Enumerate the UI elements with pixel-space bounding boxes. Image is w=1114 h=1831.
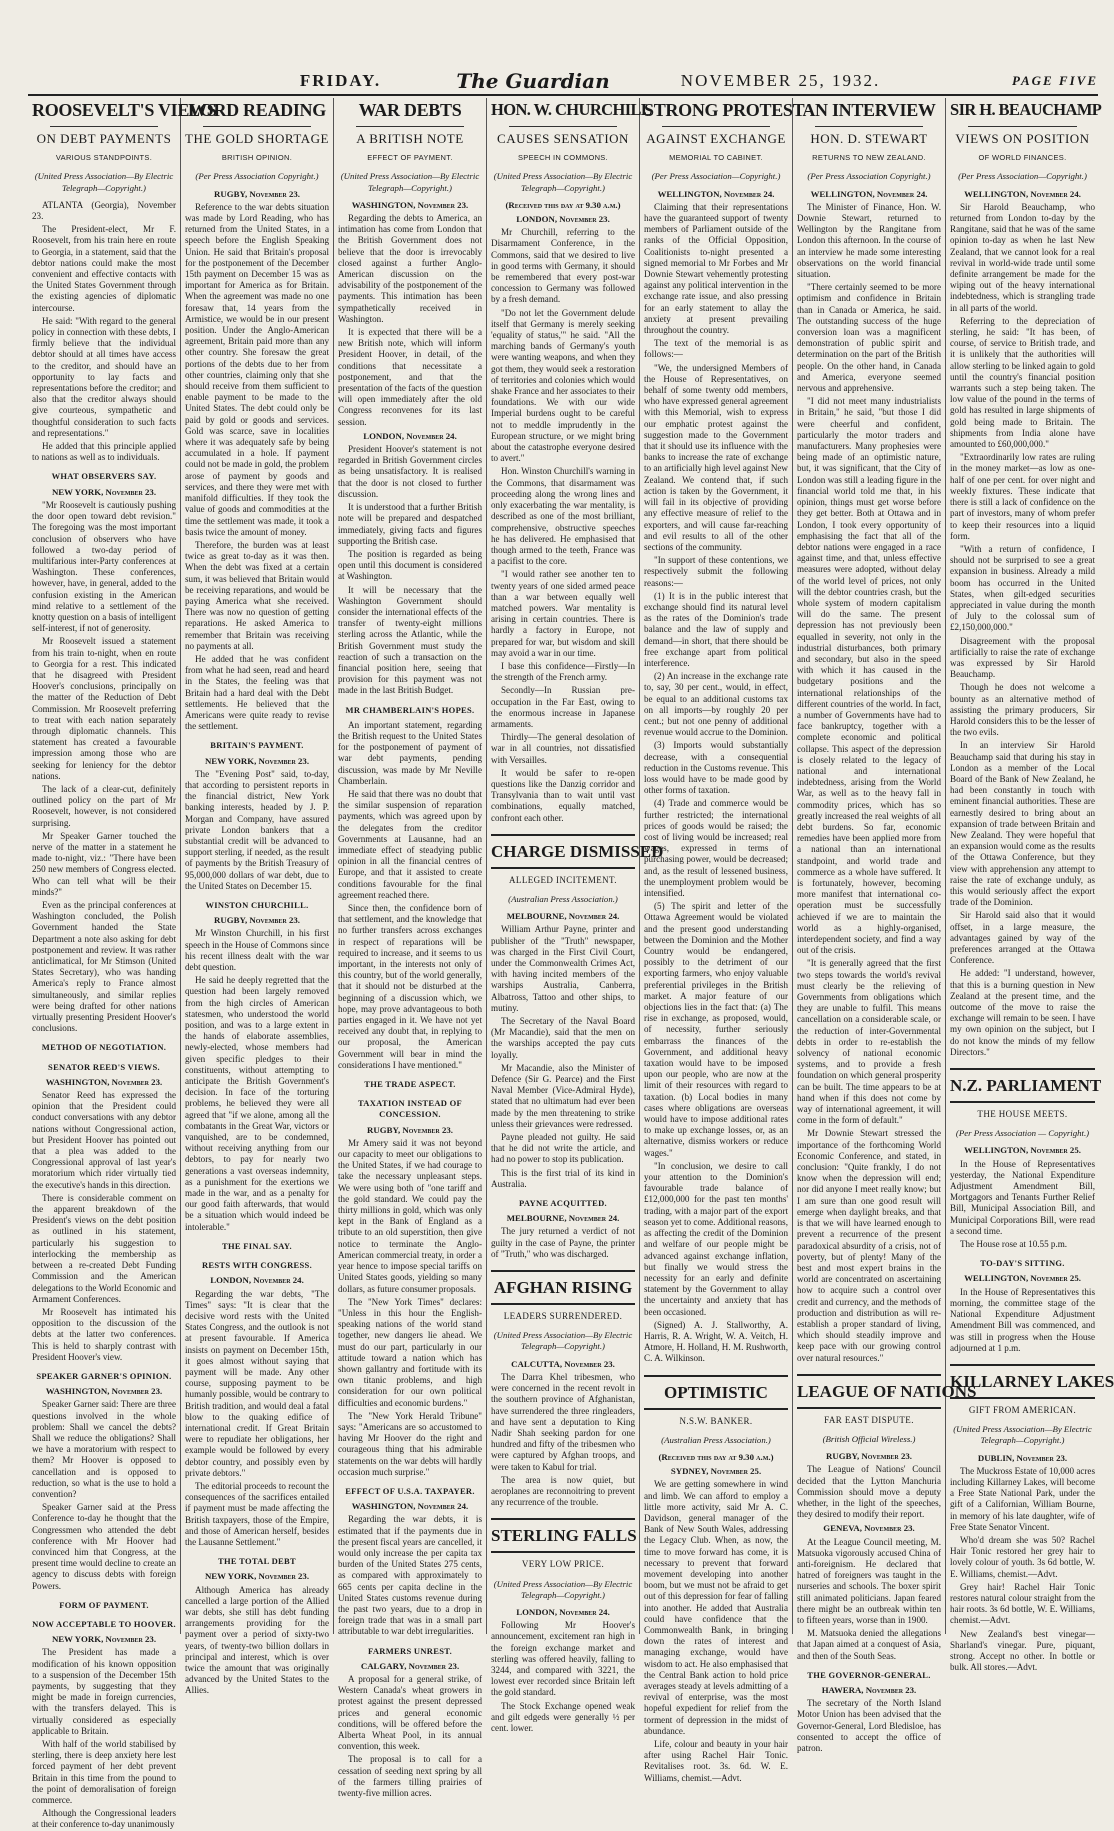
paragraph: The League of Nations' Council decided that the Lytton Manchuria Commission should move a deputy whether, in the light of the speeches, they desired to modify their report. [797,1464,941,1520]
column-subhead: CAUSES SENSATION [497,131,629,146]
paragraph: Even as the principal conferences at Washington concluded, the Polish Government handed the State Department a note also asking for debt postponement and review. It was rather anticlimatical, for Mr Stimson (United States Secretary), who was handing America's reply to France almost simultaneously, and similar replies were being drafted for other nations virtually presenting President Hoover's conclusions. [32,900,176,1034]
paragraph: The Stock Exchange opened weak and gilt edgeds were generally ½ per cent. lower. [491,1700,635,1733]
paragraph: "It is generally agreed that the first two steps towards the world's revival must clearly be the relieving of Governments from obligations which they are unable to fulfil. This means cancellation on a considerable scale, or the reduction of inter-Governmental debts in order to re-establish the solvency of national economic systems, and to provide a fresh foundation on which general prosperity can be built. The time appears to be at hand when if this does not come by way of international agreement, it will come in the form of default." [797,958,941,1126]
paragraph: Following Mr Hoover's announcement, excitement ran high in the foreign exchange market and sterling was offered heavily, falling to 3244, and compared with 3221, the lowest ever recorded since Britain left the gold standard. [491,1620,635,1698]
rule [662,126,770,127]
paragraph: William Arthur Payne, printer and publisher of the "Truth" newspaper, was charged in the First Civil Court, under the Commonwealth Crimes Act, with having incited members of the warships Australia, Canberra, Albatross, Tattoo and other ships, to mutiny. [491,924,635,1013]
paragraph: Mr Amery said it was not beyond our capacity to meet our obligations to the United States, if we had courage to take the necessary unpleasant steps. We were using both of "one tariff and the gold standard. We could pay the thirty millions in gold, which was only kept in the Bank of England as a tribute to an old superstition, then give notice to terminate the Anglo-American commercial treaty, in order a year hence to impose special tariffs on United States goods, yielding so many dollars, as future consumer proposals. [338,1137,482,1294]
dateline: GENEVA, November 23. [823,1523,915,1534]
column-lord-reading [181,98,334,1696]
paragraph: Sir Harold said also that it would offset, in a large measure, the advantages gained by way of the preferences arranged at the Ottawa Conference. [950,910,1095,966]
story-headline: KILLARNEY LAKES [950,1364,1095,1399]
paragraph: Mr Churchill, referring to the Disarmament Conference, in the Commons, said that we desired to live in good terms with Germany, it should be remembered that every post-war concession to Germany was followed by a fresh demand. [491,227,635,305]
paragraph: Since then, the confidence born of that settlement, and the knowledge that no further transfers across exchanges in respect of reparations will be required to increase, and it seems to us important, in the interests not only of this country, but of the world generally, that it should not be disturbed at the beginning of a discussion which, we hope, may prove advantageous to both parties engaged in it. We have not yet received any doubt that, in replying to our proposal, the American Government will bear in mind the considerations I have mentioned." [338,903,482,1070]
paragraph: Speaker Garner said: There are three questions involved in the whole problem: Shall we cancel the debts? Shall we reduce the obligations? Shall we have a moratorium with respect to them? Mr Hoover is opposed to cancellation and is opposed to reduction, so what is the use to hold a convention? [32,1399,176,1499]
column-headline: WAR DEBTS [358,100,462,120]
column-subhead: A BRITISH NOTE [356,131,464,146]
column-sir-h-beauchamp [946,98,1114,1673]
wire-credit: (Per Press Association — Copyright.) [955,1128,1090,1139]
dateline: LONDON, November 24. [363,430,457,441]
paragraph: The Muckross Estate of 10,000 acres including Killarney Lakes, will become a Free State National Park, under the gift of a Californian, William Bourne, in memory of his late daughter, wife of Free State Senator Vincent. [950,1465,1095,1532]
column-churchill [487,98,664,1733]
dateline: CALGARY, November 23. [360,1660,460,1671]
story-subhead: N.S.W. BANKER. [679,1415,753,1426]
paragraph: I base this confidence—Firstly—In the strength of the French army. [491,660,635,683]
paragraph: (1) It is in the public interest that exchange should find its natural level as the rates of the Dominion's trade balance and the law of supply and demand—in short, that there should be free exchange apart from political interference. [644,590,788,668]
paragraph: The "Evening Post" said, to-day, that according to persistent reports in the financial district, New York banking interests, headed by J. P. Morgan and Company, have assured private London bankers that a substantial credit will be advanced to support sterling, if needed, as the result of payments by the British Treasury of 95,000,000 dollars of war debt, due to the United States on December 15. [185,768,329,891]
paragraph: In the House of Representatives yesterday, the National Expenditure Adjustment Amendment Bill, Mortgagors and Tenants Further Relief Bill, Municipal Association Bill, and Municipal Corporations Bill, were read a second time. [950,1158,1095,1236]
paragraph: Although America has already cancelled a large portion of the Allied war debts, she still has debt funding arrangements providing for the payment over a period of sixty-two years, of twenty-two billion dollars in principal and interest, which is over twice the amount that was originally advanced by the United States to the Allies. [185,1584,329,1696]
paragraph: Claiming that their representations have the guaranteed support of twenty members of Parliament outside of the ranks of the Official Opposition, Coalitionists to-night presented a signed memorial to Mr Forbes and Mr Downie Stewart vehemently protesting against any political intervention in the exchange rate issue, and also pressing for an early statement to allay the anxiety at present prevailing throughout the country. [644,201,788,336]
paragraph: A proposal for a general strike, of Western Canada's wheat growers in protest against the present depressed prices and general economic conditions, will be offered before the Alberta Wheat Pool, in its annual convention, this week. [338,1674,482,1752]
column-roosevelts-views [28,98,217,1830]
column-subhead: AGAINST EXCHANGE [646,131,786,146]
paragraph: "We, the undersigned Members of the House of Representatives, on behalf of some twenty odd members, who have expressed general agreement with this Memorial, wish to express our emphatic protest against the suggestion made to the Government that it should use its influence with the banks to increase the rate of exchange to an artificially high level against New Zealand. We contend that, if such action is taken by the Government, it will fail in its objective of providing any effective measure of relief to the exporters, and will cause far-reaching and evil results to all of the other sections of the community. [644,362,788,552]
paragraph: Reference to the war debts situation was made by Lord Reading, who has returned from the United States, in a speech before the English Speaking Union. He said that Britain's proposal for the postponement of the December 15th payment on December 15 was as important for America as for Britain. When the agreement was made no one foresaw that, 14 years from the Armistice, we would be in our present position. Under the Anglo-American agreement, Britain paid more than any other country. She foresaw the great portions of the debts due to her from other countries, claiming only that she should receive from them sufficient to enable payment to be made to the United States. The debt could only be paid by gold or goods and services. Gold was scarce, save in localities where it was adequately safe by being accumulated in a hole. If payment could not be made in gold, the problem arose of payment by goods and services, and there they were met with manifold difficulties. If they took the value of goods and commodities at the time the settlement was made, it took a basis twice the amount of money. [185,201,329,537]
received-note: (Received this day at 9.30 a.m.) [658,1451,774,1462]
column-subhead: ON DEBT PAYMENTS [36,131,172,146]
paragraph: The President has made a modification of his known opposition to a suspension of the December 15th payments, by suggesting that they might be made in foreign currencies, with the transfers delayed. This is virtually considered as especially applicable to Britain. [32,1647,176,1736]
dateline: NEW YORK, November 23. [51,486,157,497]
masthead-day: FRIDAY. [299,71,382,90]
dateline: RUGBY, November 23. [826,1451,912,1462]
wire-credit: (Per Press Association—Copyright.) [958,171,1087,182]
paragraph: This is the first trial of its kind in Australia. [491,1167,635,1189]
story-headline: LEAGUE OF NATIONS [797,1374,941,1409]
masthead [28,68,1098,96]
dateline: MELBOURNE, November 24. [506,911,620,922]
paragraph: (5) The spirit and letter of the Ottawa Agreement would be violated and the present good understanding between the Dominion and the Mother Country would be endangered, possibly to the detriment of our exporting farmers, who enjoy valuable preferential privileges in the British market. A major feature of our objections lies in the fact that: (a) The rise in exchange, as proposed, would, of necessity, further seriously embarrass the finances of the Government, and additional heavy taxation would have to be imposed upon our people, who are now at the limit of their resources with regard to taxation. (b) Local bodies in many cases where obligations are overseas would have to impose additional rates to make up exchange losses, or, as an alternative, dismiss workers or reduce wages." [644,901,788,1158]
paragraph: Speaker Garner said at the Press Conference to-day he thought that the Congressmen who attended the debt conference with Mr Hoover had convinced him that Congress, at the present time would decline to create an agency to discuss debts with foreign Powers. [32,1502,176,1591]
paragraph: "I would rather see another ten to twenty years of one sided armed peace than a war between equally well matched powers. War mentality is arising in certain countries. There is hardly a factory in Europe, not prepared for war, but wisdom and skill may avoid a war in our time. [491,569,635,658]
rule [815,126,923,127]
paragraph: (3) Imports would substantially decrease, with a consequential reduction in the Customs revenue. This loss would have to be made good by other forms of taxation. [644,740,788,796]
paragraph: With half of the world stabilised by sterling, there is deep anxiety here lest forced payment of her debt prevent Britain in this time from the pound to the point of demoralisation of foreign commerce. [32,1739,176,1806]
column-headline: AN INTERVIEW [802,100,936,120]
paragraph: Regarding the war debts, it is estimated that if the payments due in the present fiscal years are cancelled, it would only increase the per capita tax burden of the United States 275 cents, as compared with approximately to 665 cents per capita decline in the United States customs revenue during the past two years, due to a drop in foreign trade that was in a small part attributable to war debt irregularities. [338,1514,482,1637]
dateline: LONDON, November 24. [516,1606,610,1617]
column-subhead: VIEWS ON POSITION [955,131,1090,146]
column-kicker: VARIOUS STANDPOINTS. [55,153,153,163]
paragraph: The position is regarded as being open until this document is considered at Washington. [338,548,482,582]
paragraph: Hon. Winston Churchill's warning in the Commons, that disarmament was proceeding along the wrong lines and only exacerbating the war mentality, is described as one of the most brilliant, comprehensive, obstructive speeches he has delivered. He emphasised that though armed to the teeth, France was a pacifist to the core. [491,466,635,567]
rule [203,126,311,127]
story-subhead: LEADERS SURRENDERED. [503,1311,623,1322]
dateline: WASHINGTON, November 23. [351,199,469,210]
paragraph: "Do not let the Government delude itself that Germany is merely seeking 'equality of status,'" he said. "All the marching bands of Germany's youth were wanting weapons, and when they got them, they would seek a restoration of territories and colonies which would shake France and her associates to their foundations. We with our wide Imperial burdens ought to be careful not to meddle imprudently in the European structure, or we might bring about the catastrophe everyone desired to avert." [491,307,635,464]
paragraph: "There certainly seemed to be more optimism and confidence in Britain than in Canada or America, he said. The outstanding success of the huge conversion loan was a magnificent demonstration of public spirit and determination on the part of the British people. On the other hand, in Canada and America, everyone seemed nervous and apprehensive. [797,282,941,394]
newspaper-columns [28,98,1114,1830]
column-kicker: MEMORIAL TO CABINET. [669,153,763,163]
paragraph: The jury returned a verdict of not guilty in the case of Payne, the printer of "Truth," who was discharged. [491,1226,635,1259]
advertisement: Who'd dream she was 50? Rachel Hair Tonic restored her grey hair to lovely colour of youth. 3s 6d bottle, W. E. Williams, chemist.—Advt. [950,1534,1095,1579]
paragraph: Although the Congressional leaders at their conference to-day unanimously [32,1808,176,1830]
section-subhead: MR CHAMBERLAIN'S HOPES. [345,704,475,715]
paragraph: He said: "With regard to the general policy in connection with these debts, I firmly believe that the individual debtor should at all times have access to the creditor, and should have an opportunity to lay facts and representations before the creditor; and also that the creditor always should give courteous, sympathetic and thoughtful consideration to such facts and representations." [32,315,176,438]
section-subhead: TAXATION INSTEAD OF CONCESSION. [357,1098,463,1120]
paragraph: The Minister of Finance, Hon. W. Downie Stewart, returned to Wellington by the Rangitane from London this afternoon. In the course of an interview he made some interesting observations on the world financial situation. [797,201,941,280]
dateline: RUGBY, November 23. [214,915,300,926]
paragraph: The Secretary of the Naval Board (Mr Macandie), said that the men on the warships accepted the pay cuts loyally. [491,1016,635,1060]
paragraph: It is understood that a further British note will be prepared and despatched immediately, giving facts and figures supporting the British case. [338,502,482,546]
paragraph: The House rose at 10.55 p.m. [960,1239,1068,1250]
paragraph: "With a return of confidence, I should not be surprised to see a great expansion in business. Already a mild boom has occurred in the United States, when gilt-edged securities appreciated in value during the month of July to the colossal sum of £2,150,000,000." [950,543,1095,633]
paragraph: The lack of a clear-cut, definitely outlined policy on the part of Mr Roosevelt, however, is not considered surprising. [32,783,176,828]
dateline: NEW YORK, November 23. [204,1571,310,1582]
paragraph: It would be safer to re-open questions like the Danzig corridor and Transylvania than to wait until vast combinations, equally matched, confront each other. [491,767,635,823]
paragraph: There is considerable comment on the apparent breakdown of the President's views on the debt position as outlined in his statement, particularly his suggestion to interlocking the membership as between a re-created Debt Funding Commission and the American delegations to the World Economic and Armament Conferences. [32,1192,176,1304]
dateline: WASHINGTON, November 23. [45,1386,163,1397]
dateline: WELLINGTON, November 24. [657,188,775,199]
dateline: DUBLIN, November 23. [977,1452,1068,1463]
paragraph: Regarding the debts to America, an intimation has come from London that the British Government does not believe that the door is irrevocably closed against a further Anglo-American discussion on the advisability of the postponement of the payments. This intimation has been sympathetically received in Washington. [338,213,482,324]
dateline: LONDON, November 24. [210,1275,304,1286]
paragraph: "In support of these contentions, we respectively submit the following reasons:— [644,555,788,588]
story-headline: N.Z. PARLIAMENT [950,1068,1095,1103]
masthead-page-number: PAGE FIVE [1011,73,1098,88]
left-margin-fragments [0,0,26,1642]
paragraph: Sir Harold Beauchamp, who returned from London to-day by the Rangitane, said that he was of the same opinion to-day as when he last New Zealand, that we cannot look for a real revival in world-wide trade until some definite arrangement be made for the wiping out of the heavy international indebtedness, which is strangling trade in all parts of the world. [950,201,1095,313]
paragraph: At the League Council meeting, M. Matsuoka vigorously accused China of anti-foreignism. He declared that hatred of foreigners was taught in the nurseries and schools. The boxer spirit still animated politicians. Japan feared there might be an outbreak within ten to fifteen years, worse than in 1900. [797,1536,941,1625]
dateline: RUGBY, November 23. [367,1124,453,1135]
story-headline: STERLING FALLS [491,1518,635,1553]
paragraph: Senator Reed has expressed the opinion that the President could conduct conversations with any debtor nations without Congressional action, but President Hoover has pointed out that a plea was added to the Congressional approval of last year's moratorium which rider virtually tied the executive's hands in this direction. [32,1090,176,1190]
paragraph: It will be necessary that the Washington Government should consider the international effects of the transfer of twenty-eight millions sterling across the Atlantic, while the British Government must study the reaction of such a transaction on the financial position here, seeing that provision for this payment was not made in the last British Budget. [338,584,482,696]
section-subhead: WHAT OBSERVERS SAY. [51,471,157,482]
paragraph: It is expected that there will be a new British note, which will inform President Hoover, in detail, of the conditions that necessitate a postponement, and that the presentation of the facts of the question will open immediately after the old Congress reconvenes for its last session. [338,327,482,427]
dateline: LONDON, November 23. [516,214,610,225]
paragraph: M. Matsuoka denied the allegations that Japan aimed at a conquest of Asia, and then of the South Seas. [797,1628,941,1661]
advertisement: Life, colour and beauty in your hair after using Rachel Hair Tonic. Revitalises root. 3s. 6d. W. E. Williams, chemist.—Advt. [644,1739,788,1783]
section-subhead: SPEAKER GARNER'S OPINION. [36,1370,172,1381]
section-subhead: RESTS WITH CONGRESS. [201,1260,312,1271]
paragraph: "Mr Roosevelt is cautiously pushing the door open toward debt revision." The foregoing was the most important conclusion of observers who have followed a two-day period of multifarious inter-Party conferences at Washington. These conferences, however, have, in general, added to the confusion existing in the American mind relative to a settlement of the knotty question on a basis of intelligent self-interest, if not of generosity. [32,499,176,634]
paragraph: The "New York Herald Tribune" says: "Americans are so accustomed to having Mr Hoover do the right and courageous thing that his admirable statements on the war debts will hardly occasion much surprise." [338,1410,482,1477]
column-headline: LORD READING [188,100,326,120]
dateline: WELLINGTON, November 25. [964,1145,1081,1156]
paragraph: The text of the memorial is as follows:— [644,338,788,360]
wire-credit: (Australian Press Association.) [508,893,618,904]
section-subhead: FARMERS UNREST. [368,1645,452,1656]
dateline: SYDNEY, November 25. [670,1466,762,1477]
dateline: WELLINGTON, November 25. [964,1273,1081,1284]
column-headline: ROOSEVELT'S VIEWS [32,100,217,120]
story-headline: CHARGE DISMISSED [491,834,635,869]
dateline: CALCUTTA, November 23. [511,1358,615,1369]
paragraph: We are getting somewhere in wind and limb. We can afford to employ a little more activity, said Mr A. C. Davidson, general manager of the Bank of New South Wales, addressing the Legacy Club. When, as now, the time to move forward has come, it is necessary to prevent that forward movement developing into another boom, but we must not be afraid to get out of this depression for fear of falling into another. He added that Australia could have confidence that the Commonwealth Bank, in bringing down the rates of interest and managing exchange, would have wisdom to act. He also emphasised that the Central Bank action to hold price averages steady at levels admitting of a revival of enterprise, was the most hopeful expedient for relief from the torment of depression in the midst of abundance. [644,1479,788,1736]
rule [509,126,617,127]
paragraph: "In conclusion, we desire to call your attention to the Dominion's favourable trade balance of £12,000,000 for the past ten months' trading, with a major part of the export season yet to come. Additional reasons, as affecting the credit of the Dominion and welfare of our people might be advanced against exchange inflation, but finally we would stress the necessity for an early and definite statement by the Government to allay the uncertainty and anxiety that has been occasioned. [644,1160,788,1317]
paragraph: The secretary of the North Island Motor Union has been advised that the Governor-General, Lord Bledisloe, has consented to accept the office of patron. [797,1698,941,1754]
paragraph: Referring to the depreciation of sterling, he said: "It has been, of course, of service to British trade, and it is unlikely that the authorities will allow sterling to be linked again to gold until the country's financial position warrants such a step being taken. The low value of the pound in the terms of gold has resulted in large shipments of gold being made to Britain. The shipments from India alone have amounted to £60,000,000." [950,315,1095,450]
dateline: RUGBY, November 23. [214,188,300,199]
column-an-interview [793,98,977,1754]
wire-credit: (United Press Association—By Electric Telegraph—Copyright.) [34,171,174,193]
paragraph: Regarding the war debts, "The Times" says: "It is clear that the decisive word rests with the United States Congress, and the outlook is not at present favourable. If America insists on payment on December 15th, it goes almost without saying that payment will be made. Any other course, supposing payment to be humanly possible, would be contrary to British tradition, and would deal a fatal blow to the quaking edifice of international credit. If Great Britain were to repudiate her obligations, her example would be followed by every debtor country, and possibly even by private debtors." [185,1288,329,1478]
wire-credit: (United Press Association—By Electric Telegraph—Copyright.) [493,171,633,193]
column-headline: HON. W. CHURCHILL [491,100,652,119]
paragraph: The Darra Khel tribesmen, who were concerned in the recent revolt in the southern province of Afghanistan, have surrendered the three ringleaders, and have sent a deputation to King Nadir Shah seeking pardon for one hundred and fifty of the tribesmen who were captured by Afghan troops, and were taken to Kabul for trial. [491,1371,635,1472]
paragraph: "Extraordinarily low rates are ruling in the money market—as low as one-half of one per cent. for over night and weekly fixtures. These indicate that there is still a lack of confidence on the part of investors, many of whom prefer to keep their resources into a liquid form. [950,452,1095,541]
section-subhead: PAYNE ACQUITTED. [519,1198,607,1209]
column-war-debts [334,98,487,1799]
section-subhead: THE GOVERNOR-GENERAL. [807,1669,931,1680]
paragraph: President Hoover's statement is not regarded in British Government circles as being unsatisfactory. It is realised that the door is not closed to further discussion. [338,444,482,499]
paragraph: Secondly—In Russian pre-occupation in the Far East, owing to the enormous increase in Japanese armaments. [491,685,635,729]
column-subhead: HON. D. STEWART [810,131,928,146]
section-subhead: THE TOTAL DEBT [218,1556,296,1567]
paragraph: An important statement, regarding the British request to the United States for the postponement of payment of war debt payments, pending discussion, was made by Mr Neville Chamberlain. [338,719,482,786]
wire-credit: (United Press Association—By Electric Telegraph—Copyright.) [493,1578,633,1600]
paragraph: (Signed) A. J. Stallworthy, A. Harris, R. A. Wright, W. A. Veitch, H. Atmore, H. Holland, H. M. Rushworth, C. A. Wilkinson. [644,1319,788,1364]
paragraph: Therefore, the burden was at least twice as great to-day as it was then. When the debt was fixed at a certain sum, it was believed that Britain would be receiving reparations, and would be paying America what she received. There was now no question of getting reparations. He asked America to remember that Britain was receiving no payments at all. [185,539,329,651]
paragraph: Payne pleaded not guilty. He said that he did not write the article, and had no power to stop its publication. [491,1132,635,1165]
story-headline: AFGHAN RISING [491,1270,635,1305]
story-subhead: FAR EAST DISPUTE. [824,1414,914,1425]
section-subhead: SENATOR REED'S VIEWS. [48,1061,160,1072]
received-note: (Received this day at 9.30 a.m.) [505,199,621,210]
paragraph: Disagreement with the proposal artificially to raise the rate of exchange was expressed by Sir Harold Beauchamp. [950,635,1095,680]
dateline: NEW YORK, November 23. [51,1634,157,1645]
paragraph: The proposal is to call for a cessation of seeding next spring by all of the farmers tilling prairies of twenty-five million acres. [338,1754,482,1799]
paragraph: Though he does not welcome a bounty as an alternative method of assisting the primary producers, Sir Harold considers this to be the lesser of the two evils. [950,682,1095,738]
section-subhead: FORM OF PAYMENT. [59,1599,149,1610]
section-subhead: EFFECT OF U.S.A. TAXPAYER. [345,1485,475,1496]
story-subhead: VERY LOW PRICE. [521,1559,605,1570]
paragraph: He added that he was confident from what he had seen, read and heard in the States, the feeling was that Britain had a hard deal with the Debt settlements. He believed that the Americans were quite ready to revise the settlement. [185,653,329,732]
section-subhead: METHOD OF NEGOTIATION. [41,1042,167,1053]
column-strong-protest [640,98,805,1783]
paragraph: He said he deeply regretted that the question had been largely removed from the high circles of American statesmen, who understood the world position, and was to a large extent in the hands of elaborate assemblies, newly-elected, whose members had given specific pledges to their constituents, without attempting to anticipate the British Government's decision. In face of the torturing problems, he believed they were all agreed that "if we alone, among all the combatants in the Great War, victors or vanquished, are to be condemned, without receiving anything from our debtors, to pay for nearly two generations a vast overseas indemnity, as a punishment for the exertions we made in the war, and as a penalty for our good faith afterwards, that would be a situation which would indeed be intolerable." [185,975,329,1232]
column-kicker: RETURNS TO NEW ZEALAND. [812,153,926,163]
paragraph: "I did not meet many industrialists in Britain," he said, "but those I did were cheerful and confident, particularly the motor traders and manufacturers. Many prophesies were being made of an optimistic nature, but, it was significant, that the City of London was still a leading figure in the financial world told me that, in his opinion, things must get worse before they get better. Both at Ottawa and in London, I took every opportunity of emphasising the fact that all of the debtor nations were engaged in a race against time, and that, unless effective measures were adopted, without delay of the world level of prices, not only will the debtor countries crash, but the whole system of modern capitalism will do the same. The present depression has not previously been equalled in severity, not only in the industrial disturbances, both primary and secondary, but also in the speed with which it has caused in the budgetary positions and the international relationships of the different countries of the world. In fact, a number of Governments have had to face bankruptcy, together with a complete economic and political collapse. This aspect of the depression is closely related to the legacy of national and international indebtedness, arising from the World War, as well as to the heavy fall in commodity prices, which has so greatly increased the real weights of all debt burdens. So far, economic remedies have been applied more from a national than an international standpoint, and world trade and commerce as a whole have suffered. It is fortunately, however, becoming more manifest that international co-operation must be successfully achieved if we are to maintain the world as a highly-organised, interdependent society, and find a way out of the crisis. [797,396,941,956]
column-kicker: SPEECH IN COMMONS. [518,153,608,163]
paragraph: Mr Speaker Garner touched the nerve of the matter in a statement he made to-night, viz.: "There have been 250 new members of Congress elected. Who can tell what will be their minds?" [32,830,176,897]
dateline: WASHINGTON, November 24. [351,1501,469,1512]
column-kicker: BRITISH OPINION. [221,153,293,163]
column-subhead: THE GOLD SHORTAGE [185,131,329,146]
advertisement: New Zealand's best vinegar—Sharland's vinegar. Pure, piquant, strong. Accept no other. In bottle or bulk. All stores.—Advt. [950,1628,1095,1673]
paragraph: He said that there was no doubt that the similar suspension of reparation payments, which was agreed upon by the delegates from the creditor Governments at Lausanne, had an immediate effect of steadying public opinion in all the financial centres of Europe, and that it assisted to create conditions favourable for the final agreement reached there. [338,788,482,900]
paragraph: He added: "I understand, however, that this is a burning question in New Zealand at the present time, and the outcome of the move to raise the exchange will remain to be seen. I have my own opinion on the subject, but I do not know the minds of my fellow Directors." [950,968,1095,1057]
story-subhead: GIFT FROM AMERICAN. [968,1404,1077,1415]
wire-credit: (Per Press Association Copyright.) [807,171,931,182]
paragraph: Mr Roosevelt has intimated his opposition to the discussion of the debts at the latter two conferences. This is held to sharply contrast with President Hoover's view. [32,1306,176,1362]
paragraph: The area is now quiet, but aeroplanes are reconnoitring to prevent any recurrence of the trouble. [491,1474,635,1508]
paragraph: In an interview Sir Harold Beauchamp said that during his stay in London as a member of the Local Board of the Bank of New Zealand, he had been constantly in touch with eminent financial authorities. These are earnestly desired to bring about an expansion of trade between Britain and New Zealand. They were hopeful that an expansion would come as the results of the Ottawa Conference, but they view with apprehension any attempt to raise the rate of exchange unduly, as this would seriously affect the export trade of the Dominion. [950,740,1095,908]
section-subhead: TO-DAY'S SITTING. [980,1258,1065,1269]
paragraph: In the House of Representatives this morning, the committee stage of the National Expenditure Adjustment Amendment Bill was commenced, and was still in progress when the House adjourned at 1 p.m. [950,1286,1095,1353]
paragraph: The "New York Times" declares: "Unless in this hour the English-speaking nations of the world stand together, new dangers lie ahead. We must do our part, particularly in our attitude toward a nation which has shown gallantry and fortitude with its own titanic problems, and high consideration for our own political difficulties and economic burdens." [338,1296,482,1408]
paragraph: The editorial proceeds to recount the consequences of the sacrifices entailed if payment must be made affecting the British taxpayers, those of the Empire, and those of American herself, besides the Lausanne Settlement." [185,1480,329,1547]
section-subhead: THE FINAL SAY. [222,1240,292,1251]
wire-credit: (Per Press Association Copyright.) [195,171,319,182]
paragraph: Mr Roosevelt issued a statement from his train to-night, when en route to Georgia for a rest. This indicated that he disagreed with President Hoover's conclusions, principally on the matter of the Reduction of Debt Commission. Mr Roosevelt preferring to treat with each nation separately through diplomatic channels. This statement has created a favourable impression among those who are seeking for leniency for the debtor nations. [32,636,176,781]
wire-credit: (Per Press Association—Copyright.) [651,171,781,182]
paragraph: Mr Downie Stewart stressed the importance of the forthcoming World Economic Conference, and stated, in conclusion: "Quite frankly, I do not know when the depression will end; nor did anyone I meet really know; but I am sure than one good result will emerge when daylight breaks, and that is that we will have learned enough to prevent a recurrence of the present paradoxical absurdity of a crisis, not of poverty, but of plenty! Many of the best and most expert brains in the world are concentrated on ascertaining how to acquire such a control over credit and currency, and the methods of production and distribution as will re-establish a proper standard of living, which should steadily improve and keep pace with our growing control over natural resources." [797,1128,941,1363]
advertisement: Grey hair! Rachel Hair Tonic restores natural colour straight from the hair roots. 3s 6d bottle, W. E. Williams, chemist.—Advt. [950,1581,1095,1626]
dateline: WASHINGTON, November 23. [45,1076,163,1087]
paragraph: Thirdly—The general desolation of war in all countries, not dissatisfied with Versailles. [491,732,635,765]
story-subhead: ALLEGED INCITEMENT. [509,874,617,885]
rule [356,126,464,127]
dateline: NEW YORK, November 23. [204,755,310,766]
column-kicker: OF WORLD FINANCES. [978,153,1067,163]
rule [50,126,158,127]
masthead-date: NOVEMBER 25, 1932. [680,71,881,90]
dateline: HAWERA, November 23. [821,1685,917,1695]
section-subhead: BRITAIN'S PAYMENT. [210,740,304,751]
section-subhead: WINSTON CHURCHILL. [205,900,309,910]
section-subhead: NOW ACCEPTABLE TO HOOVER. [32,1618,176,1629]
story-headline: OPTIMISTIC [644,1375,788,1410]
column-headline: STRONG PROTEST [644,100,805,120]
paragraph: (4) Trade and commerce would be further restricted; the international prices of goods would be raised; the cost of living would be increased; real wages, expressed in terms of purchasing power, would be decreased; and, as the result of lessened business, the unemployment problem would be intensified. [644,798,788,898]
paragraph: Mr Macandie, also the Minister of Defence (Sir G. Pearce) and the First Naval Member (Vice-Admiral Hyde), stated that no ultimatum had ever been made by the men threatening to strike unless their grievances were redressed. [491,1062,635,1129]
dateline: ATLANTA (Georgia), November 23. [32,199,176,222]
dateline: MELBOURNE, November 24. [506,1213,620,1224]
story-subhead: THE HOUSE MEETS. [977,1109,1068,1120]
column-headline: SIR H. BEAUCHAMP [950,100,1102,119]
wire-credit: (United Press Association—By Electric Telegraph—Copyright.) [493,1330,633,1352]
paragraph: He added that this principle applied to nations as well as to individuals. [32,441,176,463]
masthead-paper-title: The Guardian [456,69,610,93]
wire-credit: (United Press Association—By Electric Telegraph—Copyright.) [953,1424,1092,1446]
rule [968,126,1077,127]
column-kicker: EFFECT OF PAYMENT. [367,153,453,163]
section-subhead: THE TRADE ASPECT. [364,1079,456,1090]
paragraph: The President-elect, Mr F. Roosevelt, from his train here en route to Georgia, in a statement, said that the debtor nations could make the most convenient and effective contacts with the United States Government through the existing agencies of diplomatic intercourse. [32,224,176,313]
paragraph: Mr Winston Churchill, in his first speech in the House of Commons since his recent illness dealt with the war debt question. [185,928,329,973]
wire-credit: (United Press Association—By Electric Telegraph—Copyright.) [340,171,480,193]
dateline: WELLINGTON, November 24. [810,188,928,199]
wire-credit: (British Official Wireless.) [822,1433,916,1444]
paragraph: (2) An increase in the exchange rate to, say, 30 per cent., would, in effect, be equal to an additional customs tax on all imports—by roughly 20 per cent.; but not one penny of additional revenue would accrue to the Dominion. [644,671,788,738]
dateline: WELLINGTON, November 24. [964,188,1081,199]
wire-credit: (Australian Press Association.) [661,1434,771,1445]
